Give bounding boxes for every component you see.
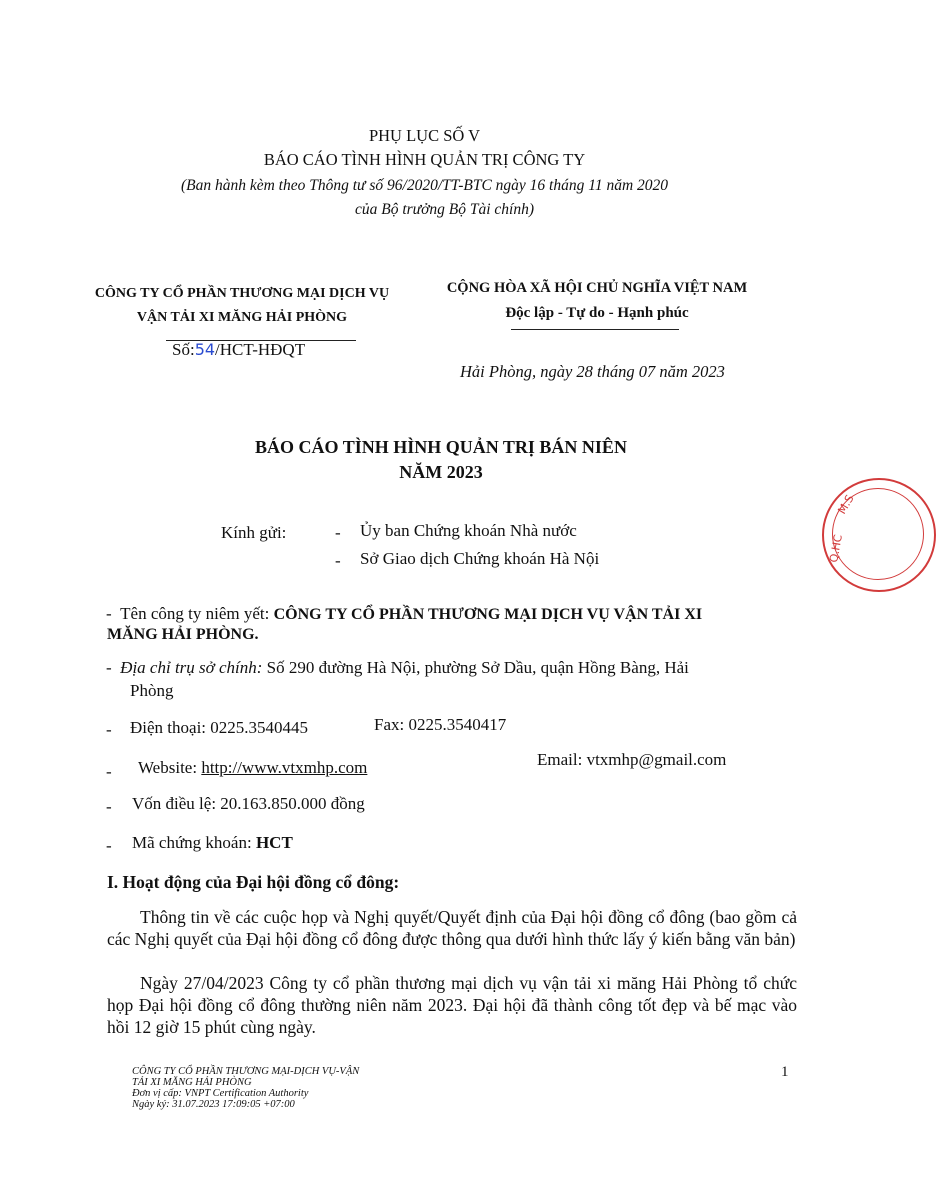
company-name-line1: CÔNG TY CỔ PHẦN THƯƠNG MẠI DỊCH VỤ xyxy=(94,286,390,301)
appendix-legal-basis-cont: của Bộ trưởng Bộ Tài chính) xyxy=(354,201,535,218)
appendix-legal-basis: (Ban hành kèm theo Thông tư số 96/2020/TT-BTC ngày 16 tháng 11 năm 2020 xyxy=(180,177,669,194)
report-title: BÁO CÁO TÌNH HÌNH QUẢN TRỊ BÁN NIÊN xyxy=(255,437,627,457)
info-dash-capital: - xyxy=(106,797,112,816)
info-dash: - xyxy=(106,658,121,677)
listed-company-name: CÔNG TY CỔ PHẦN THƯƠNG MẠI DỊCH VỤ VẬN TẢI XI xyxy=(273,606,703,623)
info-address-row xyxy=(106,658,689,678)
stamp-text-top: M.S xyxy=(835,492,857,517)
stock-code-label: Mã chứng khoán: xyxy=(132,833,252,852)
charter-capital: Vốn điều lệ: 20.163.850.000 đồng xyxy=(132,794,365,813)
signing-date: Ngày ký: 31.07.2023 17:09:05 +07:00 xyxy=(132,1099,295,1110)
info-dash-stock: - xyxy=(106,836,112,855)
listed-company-name-cont: MĂNG HẢI PHÒNG. xyxy=(107,626,259,643)
appendix-number: PHỤ LỤC SỐ V xyxy=(368,126,481,145)
listed-company-label: Tên công ty niêm yết: xyxy=(120,604,270,623)
address-value: Số 290 đường Hà Nội, phường Sở Dầu, quận Hồng Bàng, Hải xyxy=(266,658,689,677)
stamp-text-side: Q.HC xyxy=(827,533,845,564)
document-number-suffix: /HCT-HĐQT xyxy=(215,340,306,359)
email: Email: vtxmhp@gmail.com xyxy=(537,750,727,769)
section-1-paragraph-1: Thông tin về các cuộc họp và Nghị quyết/Quyết định của Đại hội đồng cổ đông (bao gồm cả các Nghị quyết của Đại hội đồng cổ đông được thông qua dưới hình thức lấy ý kiến bằng văn bản) xyxy=(107,907,797,949)
signer-company-line1: CÔNG TY CỔ PHẦN THƯƠNG MẠI-DỊCH VỤ-VẬN xyxy=(132,1066,360,1077)
company-seal-stamp xyxy=(822,478,936,592)
stock-code-value: HCT xyxy=(255,833,293,852)
document-number xyxy=(172,340,305,360)
nation-motto-underline xyxy=(511,329,679,330)
signer-company-line2: TẢI XI MĂNG HẢI PHÒNG xyxy=(132,1077,252,1088)
info-name-row xyxy=(106,604,702,624)
stock-code-row xyxy=(132,833,293,853)
document-date: Hải Phòng, ngày 28 tháng 07 năm 2023 xyxy=(460,362,725,381)
document-number-handwritten: 54 xyxy=(194,340,216,359)
recipient-2: Sở Giao dịch Chứng khoán Hà Nội xyxy=(360,549,600,568)
website-row xyxy=(138,758,367,778)
nation-motto: Độc lập - Tự do - Hạnh phúc xyxy=(505,305,689,321)
report-year: NĂM 2023 xyxy=(399,462,483,482)
section-1-heading: I. Hoạt động của Đại hội đồng cổ đông: xyxy=(107,872,400,892)
company-name-line2: VẬN TẢI XI MĂNG HẢI PHÒNG xyxy=(136,310,348,325)
document-number-prefix: Số: xyxy=(172,340,195,359)
section-1-paragraph-2: Ngày 27/04/2023 Công ty cổ phần thương mại dịch vụ vận tải xi măng Hải Phòng tổ chức họp Đại hội đồng cổ đông thường niên năm 2023. Đại hội đã thành công tốt đẹp và bế mạc vào hồi 12 giờ 15 phút cùng ngày. xyxy=(107,973,797,1037)
recipient-dash-1: - xyxy=(335,523,341,542)
recipient-dash-2: - xyxy=(335,551,341,570)
website-link[interactable]: http://www.vtxmhp.com xyxy=(201,758,368,777)
info-dash: - xyxy=(106,604,121,623)
fax: Fax: 0225.3540417 xyxy=(374,715,507,734)
recipient-1: Ủy ban Chứng khoán Nhà nước xyxy=(360,521,577,540)
appendix-title: BÁO CÁO TÌNH HÌNH QUẢN TRỊ CÔNG TY xyxy=(263,150,586,169)
nation-name: CỘNG HÒA XÃ HỘI CHỦ NGHĨA VIỆT NAM xyxy=(446,280,748,296)
certificate-authority: Đơn vị cấp: VNPT Certification Authority xyxy=(132,1088,309,1099)
info-dash-phone: - xyxy=(106,720,112,739)
phone: Điện thoại: 0225.3540445 xyxy=(130,718,309,737)
page-number: 1 xyxy=(781,1064,789,1080)
address-value-cont: Phòng xyxy=(130,681,174,700)
recipients-label: Kính gửi: xyxy=(221,523,287,542)
website-label: Website: xyxy=(138,758,198,777)
address-label: Địa chỉ trụ sở chính: xyxy=(120,658,263,677)
info-dash-website: - xyxy=(106,762,112,781)
